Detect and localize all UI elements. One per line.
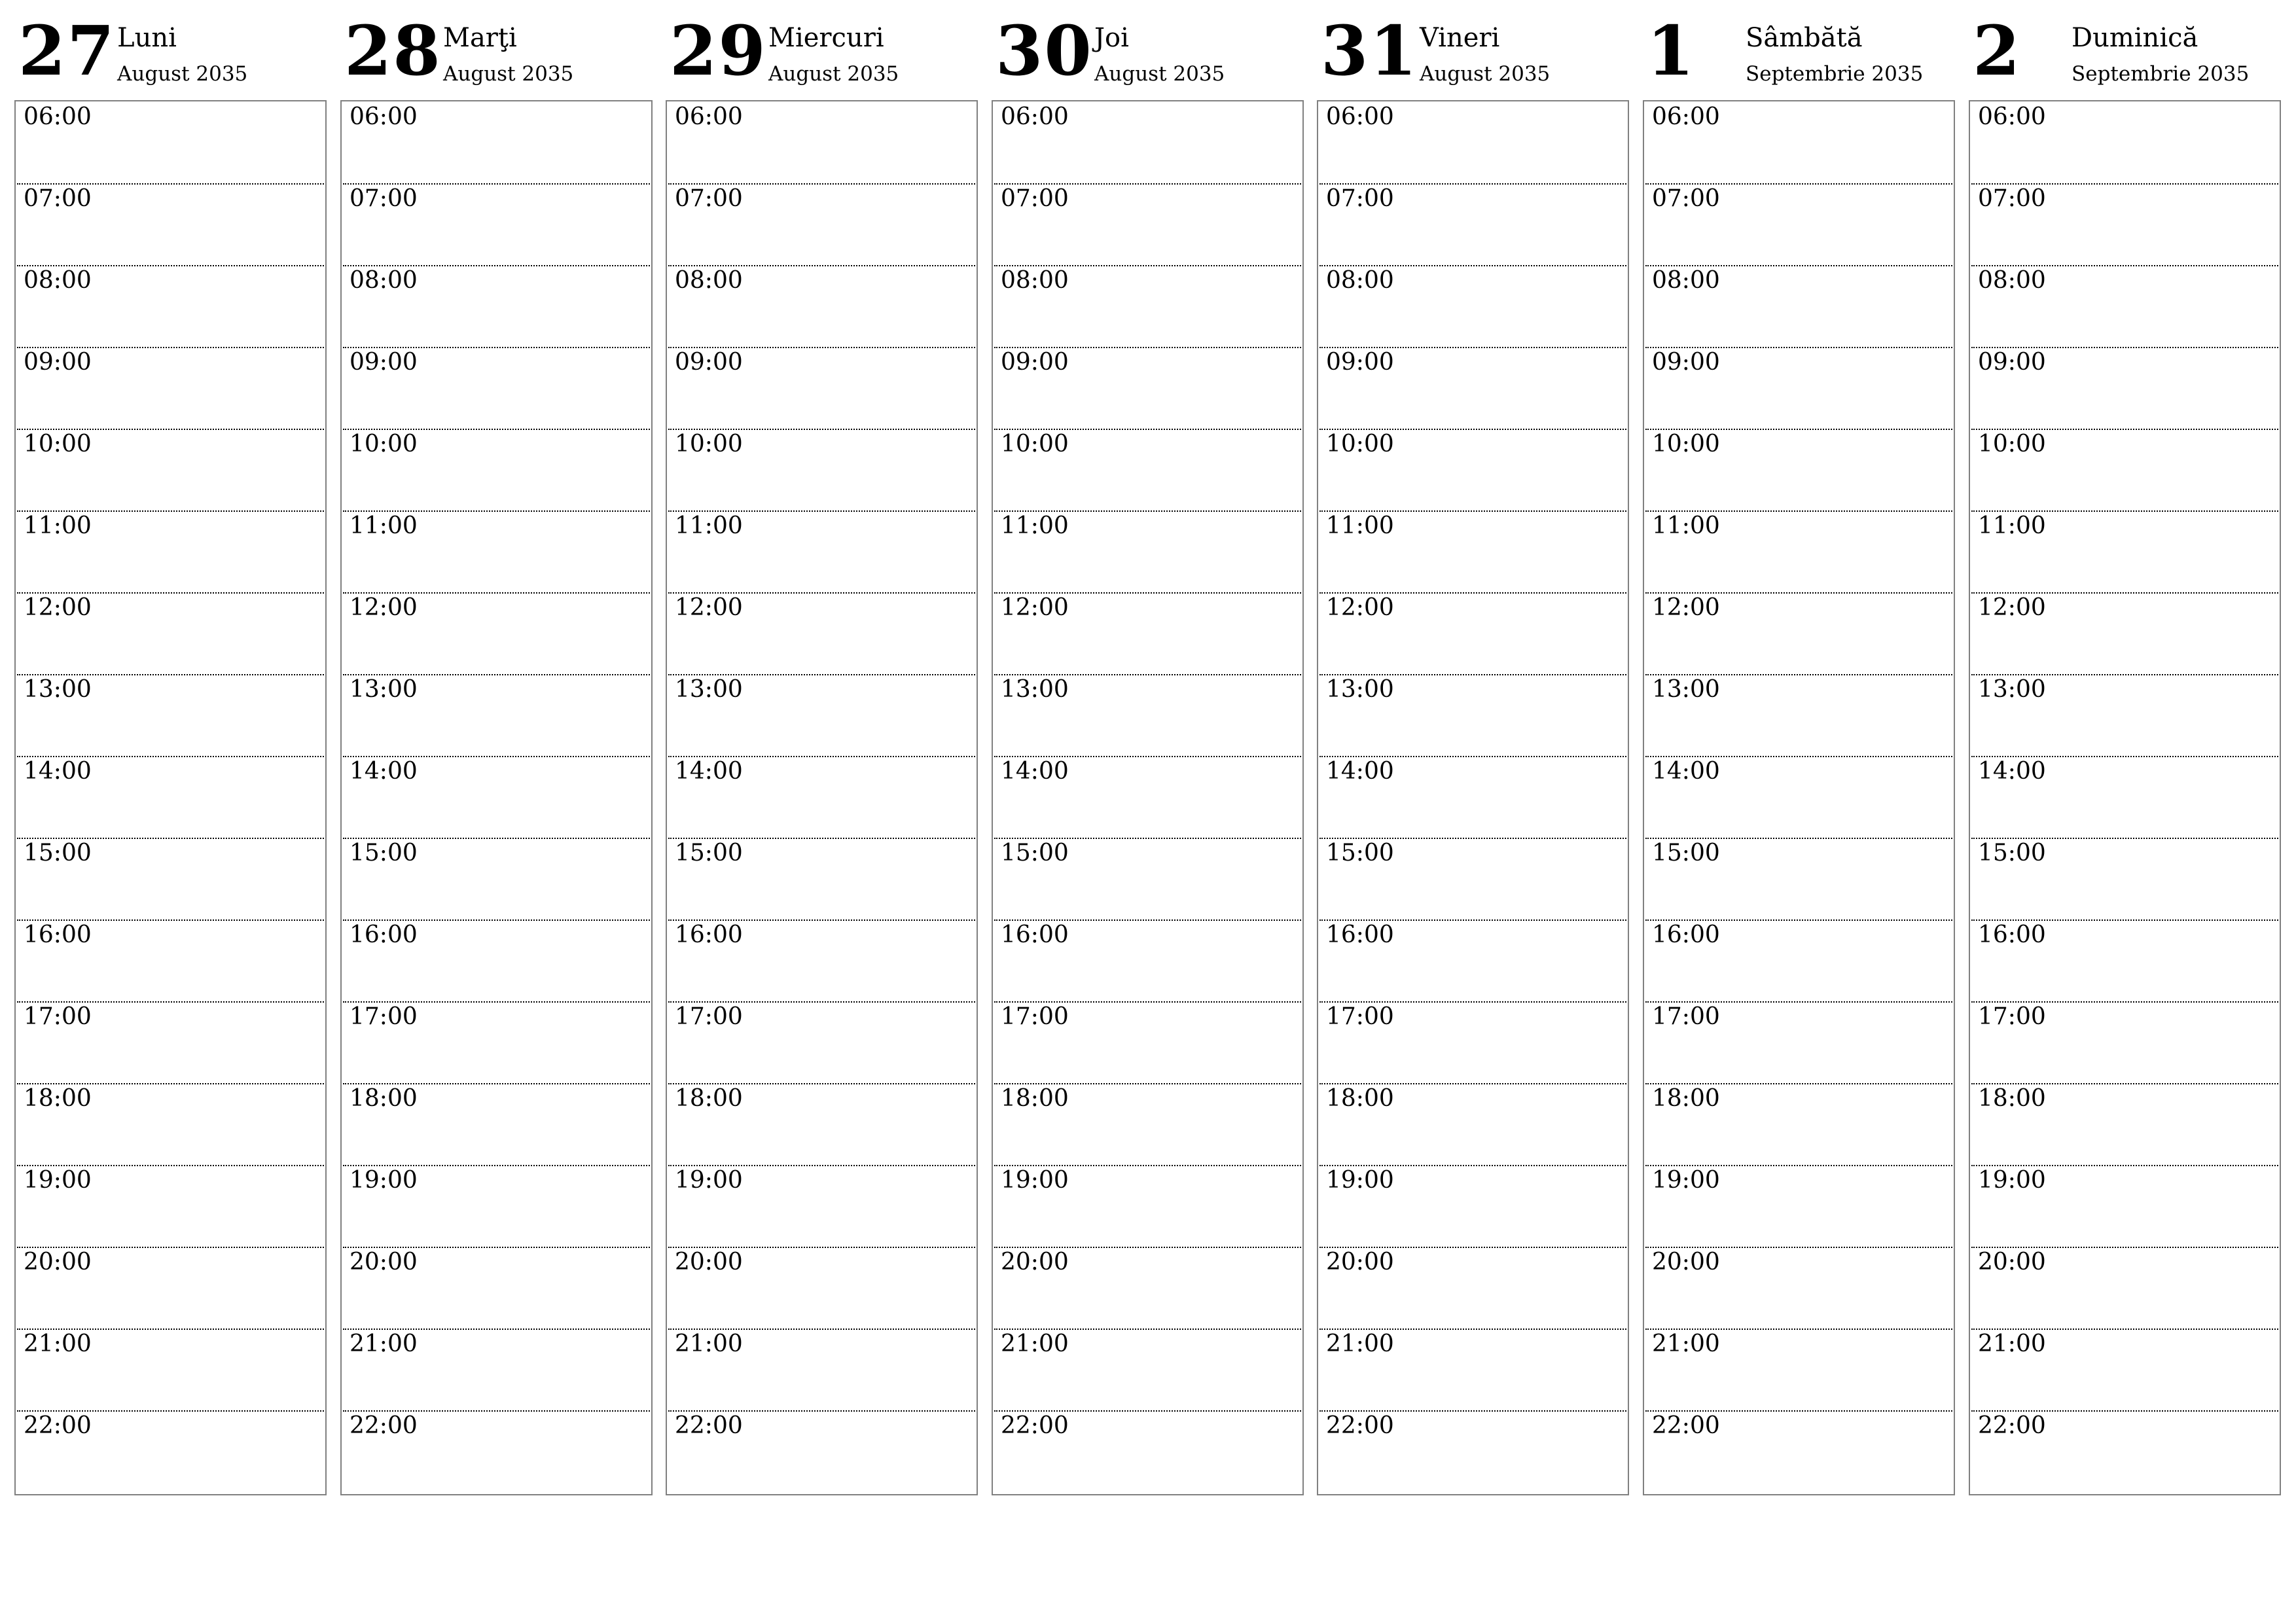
time-label: 10:00 — [1326, 431, 1394, 457]
time-label: 16:00 — [24, 921, 92, 948]
time-label: 08:00 — [1978, 267, 2046, 294]
time-label: 10:00 — [350, 431, 418, 457]
time-label: 12:00 — [1652, 594, 1720, 621]
time-label: 20:00 — [1326, 1249, 1394, 1275]
time-label: 22:00 — [1978, 1412, 2046, 1439]
time-label: 21:00 — [1978, 1330, 2046, 1357]
time-slot[interactable] — [1971, 510, 2278, 594]
time-slot[interactable] — [1319, 1001, 1626, 1084]
time-slot[interactable] — [994, 919, 1301, 1003]
time-label: 08:00 — [24, 267, 92, 294]
time-slot[interactable] — [17, 510, 324, 594]
time-label: 10:00 — [1978, 431, 2046, 457]
time-label: 07:00 — [1326, 185, 1394, 212]
time-slot[interactable] — [1319, 592, 1626, 675]
time-label: 06:00 — [1978, 103, 2046, 130]
day-schedule-box — [992, 100, 1304, 1495]
time-slot[interactable] — [668, 838, 975, 921]
day-column — [1643, 0, 1955, 1439]
time-slot[interactable] — [1971, 838, 2278, 921]
time-label: 15:00 — [24, 840, 92, 866]
time-label: 20:00 — [1978, 1249, 2046, 1275]
time-label: 09:00 — [675, 349, 743, 376]
time-label: 18:00 — [675, 1085, 743, 1112]
time-slot[interactable] — [994, 592, 1301, 675]
time-slot[interactable] — [17, 1165, 324, 1248]
day-number: 30 — [996, 10, 1093, 91]
time-slot[interactable] — [1971, 183, 2278, 266]
time-slot[interactable] — [994, 1410, 1301, 1492]
time-slot[interactable] — [1971, 756, 2278, 839]
time-slot[interactable] — [1971, 1001, 2278, 1084]
time-label: 07:00 — [1652, 185, 1720, 212]
time-label: 12:00 — [1978, 594, 2046, 621]
time-label: 18:00 — [1326, 1085, 1394, 1112]
time-label: 07:00 — [1001, 185, 1069, 212]
day-schedule-box — [14, 100, 327, 1495]
time-label: 22:00 — [24, 1412, 92, 1439]
time-label: 22:00 — [1001, 1412, 1069, 1439]
time-label: 16:00 — [1001, 921, 1069, 948]
time-label: 08:00 — [1326, 267, 1394, 294]
time-label: 21:00 — [675, 1330, 743, 1357]
day-month: Septembrie 2035 — [2072, 62, 2250, 86]
time-label: 08:00 — [675, 267, 743, 294]
time-label: 21:00 — [24, 1330, 92, 1357]
time-slot[interactable] — [343, 1001, 650, 1084]
time-slot[interactable] — [1971, 101, 2278, 185]
time-slot[interactable] — [1971, 1083, 2278, 1166]
time-slot[interactable] — [343, 919, 650, 1003]
time-label: 11:00 — [1978, 512, 2046, 539]
time-slot[interactable] — [1319, 183, 1626, 266]
time-slot[interactable] — [668, 1247, 975, 1330]
time-slot[interactable] — [1319, 101, 1626, 185]
time-label: 19:00 — [675, 1167, 743, 1194]
time-slot[interactable] — [1319, 265, 1626, 348]
time-label: 10:00 — [24, 431, 92, 457]
time-slot[interactable] — [1319, 919, 1626, 1003]
time-label: 06:00 — [1652, 103, 1720, 130]
time-label: 11:00 — [1001, 512, 1069, 539]
day-header — [1969, 0, 2281, 100]
time-label: 16:00 — [1652, 921, 1720, 948]
day-header — [14, 0, 327, 100]
time-slot[interactable] — [994, 1329, 1301, 1412]
day-column — [1969, 0, 2281, 1439]
day-header — [666, 0, 978, 100]
time-label: 20:00 — [675, 1249, 743, 1275]
time-label: 16:00 — [675, 921, 743, 948]
day-number: 28 — [344, 10, 442, 91]
day-header — [992, 0, 1304, 100]
time-slot[interactable] — [17, 674, 324, 757]
time-slot[interactable] — [343, 347, 650, 430]
time-slot[interactable] — [668, 183, 975, 266]
time-slot[interactable] — [1645, 919, 1952, 1003]
time-slot[interactable] — [1319, 429, 1626, 512]
time-slot[interactable] — [668, 101, 975, 185]
time-slot[interactable] — [1971, 265, 2278, 348]
day-header — [1317, 0, 1629, 100]
time-slot[interactable] — [17, 756, 324, 839]
time-label: 09:00 — [1326, 349, 1394, 376]
time-label: 15:00 — [350, 840, 418, 866]
time-slot[interactable] — [343, 429, 650, 512]
time-slot[interactable] — [1645, 101, 1952, 185]
time-slot[interactable] — [668, 265, 975, 348]
day-month: August 2035 — [443, 62, 574, 86]
time-label: 12:00 — [350, 594, 418, 621]
time-label: 10:00 — [1001, 431, 1069, 457]
time-slot[interactable] — [1971, 1329, 2278, 1412]
time-slot[interactable] — [994, 429, 1301, 512]
time-slot[interactable] — [1645, 183, 1952, 266]
time-label: 07:00 — [675, 185, 743, 212]
time-slot[interactable] — [994, 674, 1301, 757]
time-slot[interactable] — [343, 101, 650, 185]
day-name: Vineri — [1420, 23, 1500, 53]
time-slot[interactable] — [1645, 756, 1952, 839]
time-slot[interactable] — [1645, 592, 1952, 675]
time-label: 11:00 — [1326, 512, 1394, 539]
time-slot[interactable] — [994, 1247, 1301, 1330]
time-slot[interactable] — [1645, 347, 1952, 430]
time-label: 19:00 — [1652, 1167, 1720, 1194]
time-label: 18:00 — [1001, 1085, 1069, 1112]
time-slot[interactable] — [668, 1001, 975, 1084]
time-slot[interactable] — [17, 1329, 324, 1412]
day-schedule-box — [666, 100, 978, 1495]
time-label: 10:00 — [675, 431, 743, 457]
time-label: 16:00 — [350, 921, 418, 948]
time-slot[interactable] — [1645, 674, 1952, 757]
time-label: 18:00 — [24, 1085, 92, 1112]
time-slot[interactable] — [343, 183, 650, 266]
time-slot[interactable] — [1645, 429, 1952, 512]
time-label: 21:00 — [1326, 1330, 1394, 1357]
time-label: 15:00 — [1978, 840, 2046, 866]
time-label: 22:00 — [1326, 1412, 1394, 1439]
time-slot[interactable] — [668, 674, 975, 757]
time-slot[interactable] — [1319, 674, 1626, 757]
time-label: 17:00 — [1326, 1003, 1394, 1030]
time-slot[interactable] — [343, 1329, 650, 1412]
time-slot[interactable] — [1319, 1410, 1626, 1492]
time-label: 09:00 — [1978, 349, 2046, 376]
time-label: 14:00 — [350, 758, 418, 785]
time-label: 19:00 — [24, 1167, 92, 1194]
time-slot[interactable] — [668, 1165, 975, 1248]
time-slot[interactable] — [343, 592, 650, 675]
time-label: 19:00 — [1001, 1167, 1069, 1194]
time-label: 12:00 — [1001, 594, 1069, 621]
time-slot[interactable] — [343, 265, 650, 348]
time-slot[interactable] — [1645, 265, 1952, 348]
time-slot[interactable] — [1971, 1247, 2278, 1330]
time-slot[interactable] — [668, 592, 975, 675]
time-slot[interactable] — [1645, 838, 1952, 921]
time-label: 09:00 — [1001, 349, 1069, 376]
day-column — [340, 0, 653, 1439]
time-label: 06:00 — [675, 103, 743, 130]
day-number: 2 — [1973, 10, 2022, 91]
time-label: 20:00 — [1001, 1249, 1069, 1275]
day-month: August 2035 — [1094, 62, 1225, 86]
time-label: 13:00 — [24, 676, 92, 703]
time-slot[interactable] — [1319, 756, 1626, 839]
time-label: 07:00 — [350, 185, 418, 212]
time-slot[interactable] — [994, 1165, 1301, 1248]
day-column — [992, 0, 1304, 1439]
time-label: 15:00 — [1652, 840, 1720, 866]
time-label: 14:00 — [1978, 758, 2046, 785]
day-name: Joi — [1094, 23, 1129, 53]
time-slot[interactable] — [17, 183, 324, 266]
time-slot[interactable] — [17, 1247, 324, 1330]
time-label: 21:00 — [350, 1330, 418, 1357]
time-slot[interactable] — [668, 756, 975, 839]
time-slot[interactable] — [343, 1410, 650, 1492]
time-slot[interactable] — [1971, 429, 2278, 512]
day-name: Sâmbătă — [1746, 23, 1863, 53]
time-label: 09:00 — [24, 349, 92, 376]
day-schedule-box — [1317, 100, 1629, 1495]
time-label: 08:00 — [350, 267, 418, 294]
time-slot[interactable] — [1319, 838, 1626, 921]
time-label: 12:00 — [675, 594, 743, 621]
time-slot[interactable] — [1645, 1247, 1952, 1330]
day-name: Marţi — [443, 23, 517, 53]
time-slot[interactable] — [668, 1410, 975, 1492]
time-slot[interactable] — [17, 429, 324, 512]
time-slot[interactable] — [343, 838, 650, 921]
time-slot[interactable] — [1971, 919, 2278, 1003]
time-label: 20:00 — [1652, 1249, 1720, 1275]
day-name: Duminică — [2072, 23, 2198, 53]
day-number: 27 — [18, 10, 116, 91]
time-slot[interactable] — [17, 592, 324, 675]
time-slot[interactable] — [1645, 510, 1952, 594]
day-name: Miercuri — [768, 23, 884, 53]
time-slot[interactable] — [1319, 510, 1626, 594]
time-slot[interactable] — [343, 1247, 650, 1330]
day-column — [14, 0, 327, 1439]
time-label: 19:00 — [1978, 1167, 2046, 1194]
time-label: 13:00 — [350, 676, 418, 703]
time-label: 08:00 — [1001, 267, 1069, 294]
time-slot[interactable] — [17, 101, 324, 185]
time-label: 19:00 — [350, 1167, 418, 1194]
time-label: 17:00 — [350, 1003, 418, 1030]
time-slot[interactable] — [17, 1083, 324, 1166]
time-slot[interactable] — [1319, 1165, 1626, 1248]
time-label: 06:00 — [24, 103, 92, 130]
time-slot[interactable] — [343, 510, 650, 594]
time-slot[interactable] — [1319, 347, 1626, 430]
time-label: 22:00 — [350, 1412, 418, 1439]
time-label: 17:00 — [675, 1003, 743, 1030]
day-month: Septembrie 2035 — [1746, 62, 1924, 86]
time-label: 17:00 — [24, 1003, 92, 1030]
time-slot[interactable] — [1971, 1165, 2278, 1248]
time-slot[interactable] — [994, 347, 1301, 430]
time-label: 13:00 — [1978, 676, 2046, 703]
time-slot[interactable] — [1319, 1329, 1626, 1412]
time-slot[interactable] — [668, 347, 975, 430]
time-slot[interactable] — [668, 1083, 975, 1166]
time-label: 20:00 — [350, 1249, 418, 1275]
day-schedule-box — [1969, 100, 2281, 1495]
time-label: 15:00 — [1326, 840, 1394, 866]
time-label: 07:00 — [1978, 185, 2046, 212]
time-label: 14:00 — [24, 758, 92, 785]
time-slot[interactable] — [1971, 1410, 2278, 1492]
time-label: 14:00 — [1652, 758, 1720, 785]
time-slot[interactable] — [1645, 1083, 1952, 1166]
time-label: 20:00 — [24, 1249, 92, 1275]
time-label: 19:00 — [1326, 1167, 1394, 1194]
day-column — [1317, 0, 1629, 1439]
time-label: 10:00 — [1652, 431, 1720, 457]
time-slot[interactable] — [1971, 674, 2278, 757]
time-label: 11:00 — [350, 512, 418, 539]
time-label: 18:00 — [1652, 1085, 1720, 1112]
time-slot[interactable] — [343, 756, 650, 839]
time-slot[interactable] — [343, 1083, 650, 1166]
time-label: 09:00 — [1652, 349, 1720, 376]
time-label: 12:00 — [1326, 594, 1394, 621]
time-slot[interactable] — [994, 510, 1301, 594]
time-slot[interactable] — [994, 756, 1301, 839]
time-label: 14:00 — [675, 758, 743, 785]
time-label: 14:00 — [1326, 758, 1394, 785]
day-number: 31 — [1321, 10, 1418, 91]
time-label: 18:00 — [350, 1085, 418, 1112]
time-label: 11:00 — [675, 512, 743, 539]
time-label: 17:00 — [1652, 1003, 1720, 1030]
time-label: 16:00 — [1326, 921, 1394, 948]
time-label: 11:00 — [24, 512, 92, 539]
time-label: 12:00 — [24, 594, 92, 621]
time-slot[interactable] — [1319, 1247, 1626, 1330]
time-slot[interactable] — [1645, 1001, 1952, 1084]
time-slot[interactable] — [668, 1329, 975, 1412]
time-label: 17:00 — [1978, 1003, 2046, 1030]
day-month: August 2035 — [1420, 62, 1551, 86]
time-slot[interactable] — [668, 919, 975, 1003]
time-label: 13:00 — [1001, 676, 1069, 703]
time-label: 13:00 — [675, 676, 743, 703]
time-slot[interactable] — [668, 429, 975, 512]
day-schedule-box — [340, 100, 653, 1495]
day-number: 1 — [1647, 10, 1696, 91]
day-header — [1643, 0, 1955, 100]
time-slot[interactable] — [17, 265, 324, 348]
time-slot[interactable] — [994, 101, 1301, 185]
time-slot[interactable] — [668, 510, 975, 594]
time-label: 22:00 — [1652, 1412, 1720, 1439]
time-slot[interactable] — [17, 1410, 324, 1492]
day-header — [340, 0, 653, 100]
day-schedule-box — [1643, 100, 1955, 1495]
time-slot[interactable] — [994, 838, 1301, 921]
time-slot[interactable] — [17, 919, 324, 1003]
time-label: 15:00 — [1001, 840, 1069, 866]
day-name: Luni — [117, 23, 177, 53]
time-slot[interactable] — [994, 183, 1301, 266]
time-label: 22:00 — [675, 1412, 743, 1439]
time-slot[interactable] — [17, 1001, 324, 1084]
time-slot[interactable] — [1645, 1410, 1952, 1492]
time-label: 07:00 — [24, 185, 92, 212]
time-label: 17:00 — [1001, 1003, 1069, 1030]
day-number: 29 — [670, 10, 767, 91]
time-slot[interactable] — [994, 1083, 1301, 1166]
time-label: 08:00 — [1652, 267, 1720, 294]
time-slot[interactable] — [343, 674, 650, 757]
time-label: 11:00 — [1652, 512, 1720, 539]
time-slot[interactable] — [1971, 347, 2278, 430]
time-slot[interactable] — [1971, 592, 2278, 675]
time-label: 06:00 — [350, 103, 418, 130]
time-slot[interactable] — [343, 1165, 650, 1248]
time-label: 13:00 — [1326, 676, 1394, 703]
time-slot[interactable] — [994, 265, 1301, 348]
time-slot[interactable] — [994, 1001, 1301, 1084]
time-label: 09:00 — [350, 349, 418, 376]
time-slot[interactable] — [1319, 1083, 1626, 1166]
time-slot[interactable] — [17, 347, 324, 430]
time-label: 06:00 — [1001, 103, 1069, 130]
time-slot[interactable] — [1645, 1165, 1952, 1248]
time-label: 15:00 — [675, 840, 743, 866]
time-label: 16:00 — [1978, 921, 2046, 948]
time-label: 13:00 — [1652, 676, 1720, 703]
time-label: 21:00 — [1001, 1330, 1069, 1357]
time-label: 14:00 — [1001, 758, 1069, 785]
time-label: 18:00 — [1978, 1085, 2046, 1112]
day-month: August 2035 — [117, 62, 248, 86]
time-label: 21:00 — [1652, 1330, 1720, 1357]
time-label: 06:00 — [1326, 103, 1394, 130]
time-slot[interactable] — [17, 838, 324, 921]
day-month: August 2035 — [768, 62, 899, 86]
time-slot[interactable] — [1645, 1329, 1952, 1412]
day-column — [666, 0, 978, 1439]
